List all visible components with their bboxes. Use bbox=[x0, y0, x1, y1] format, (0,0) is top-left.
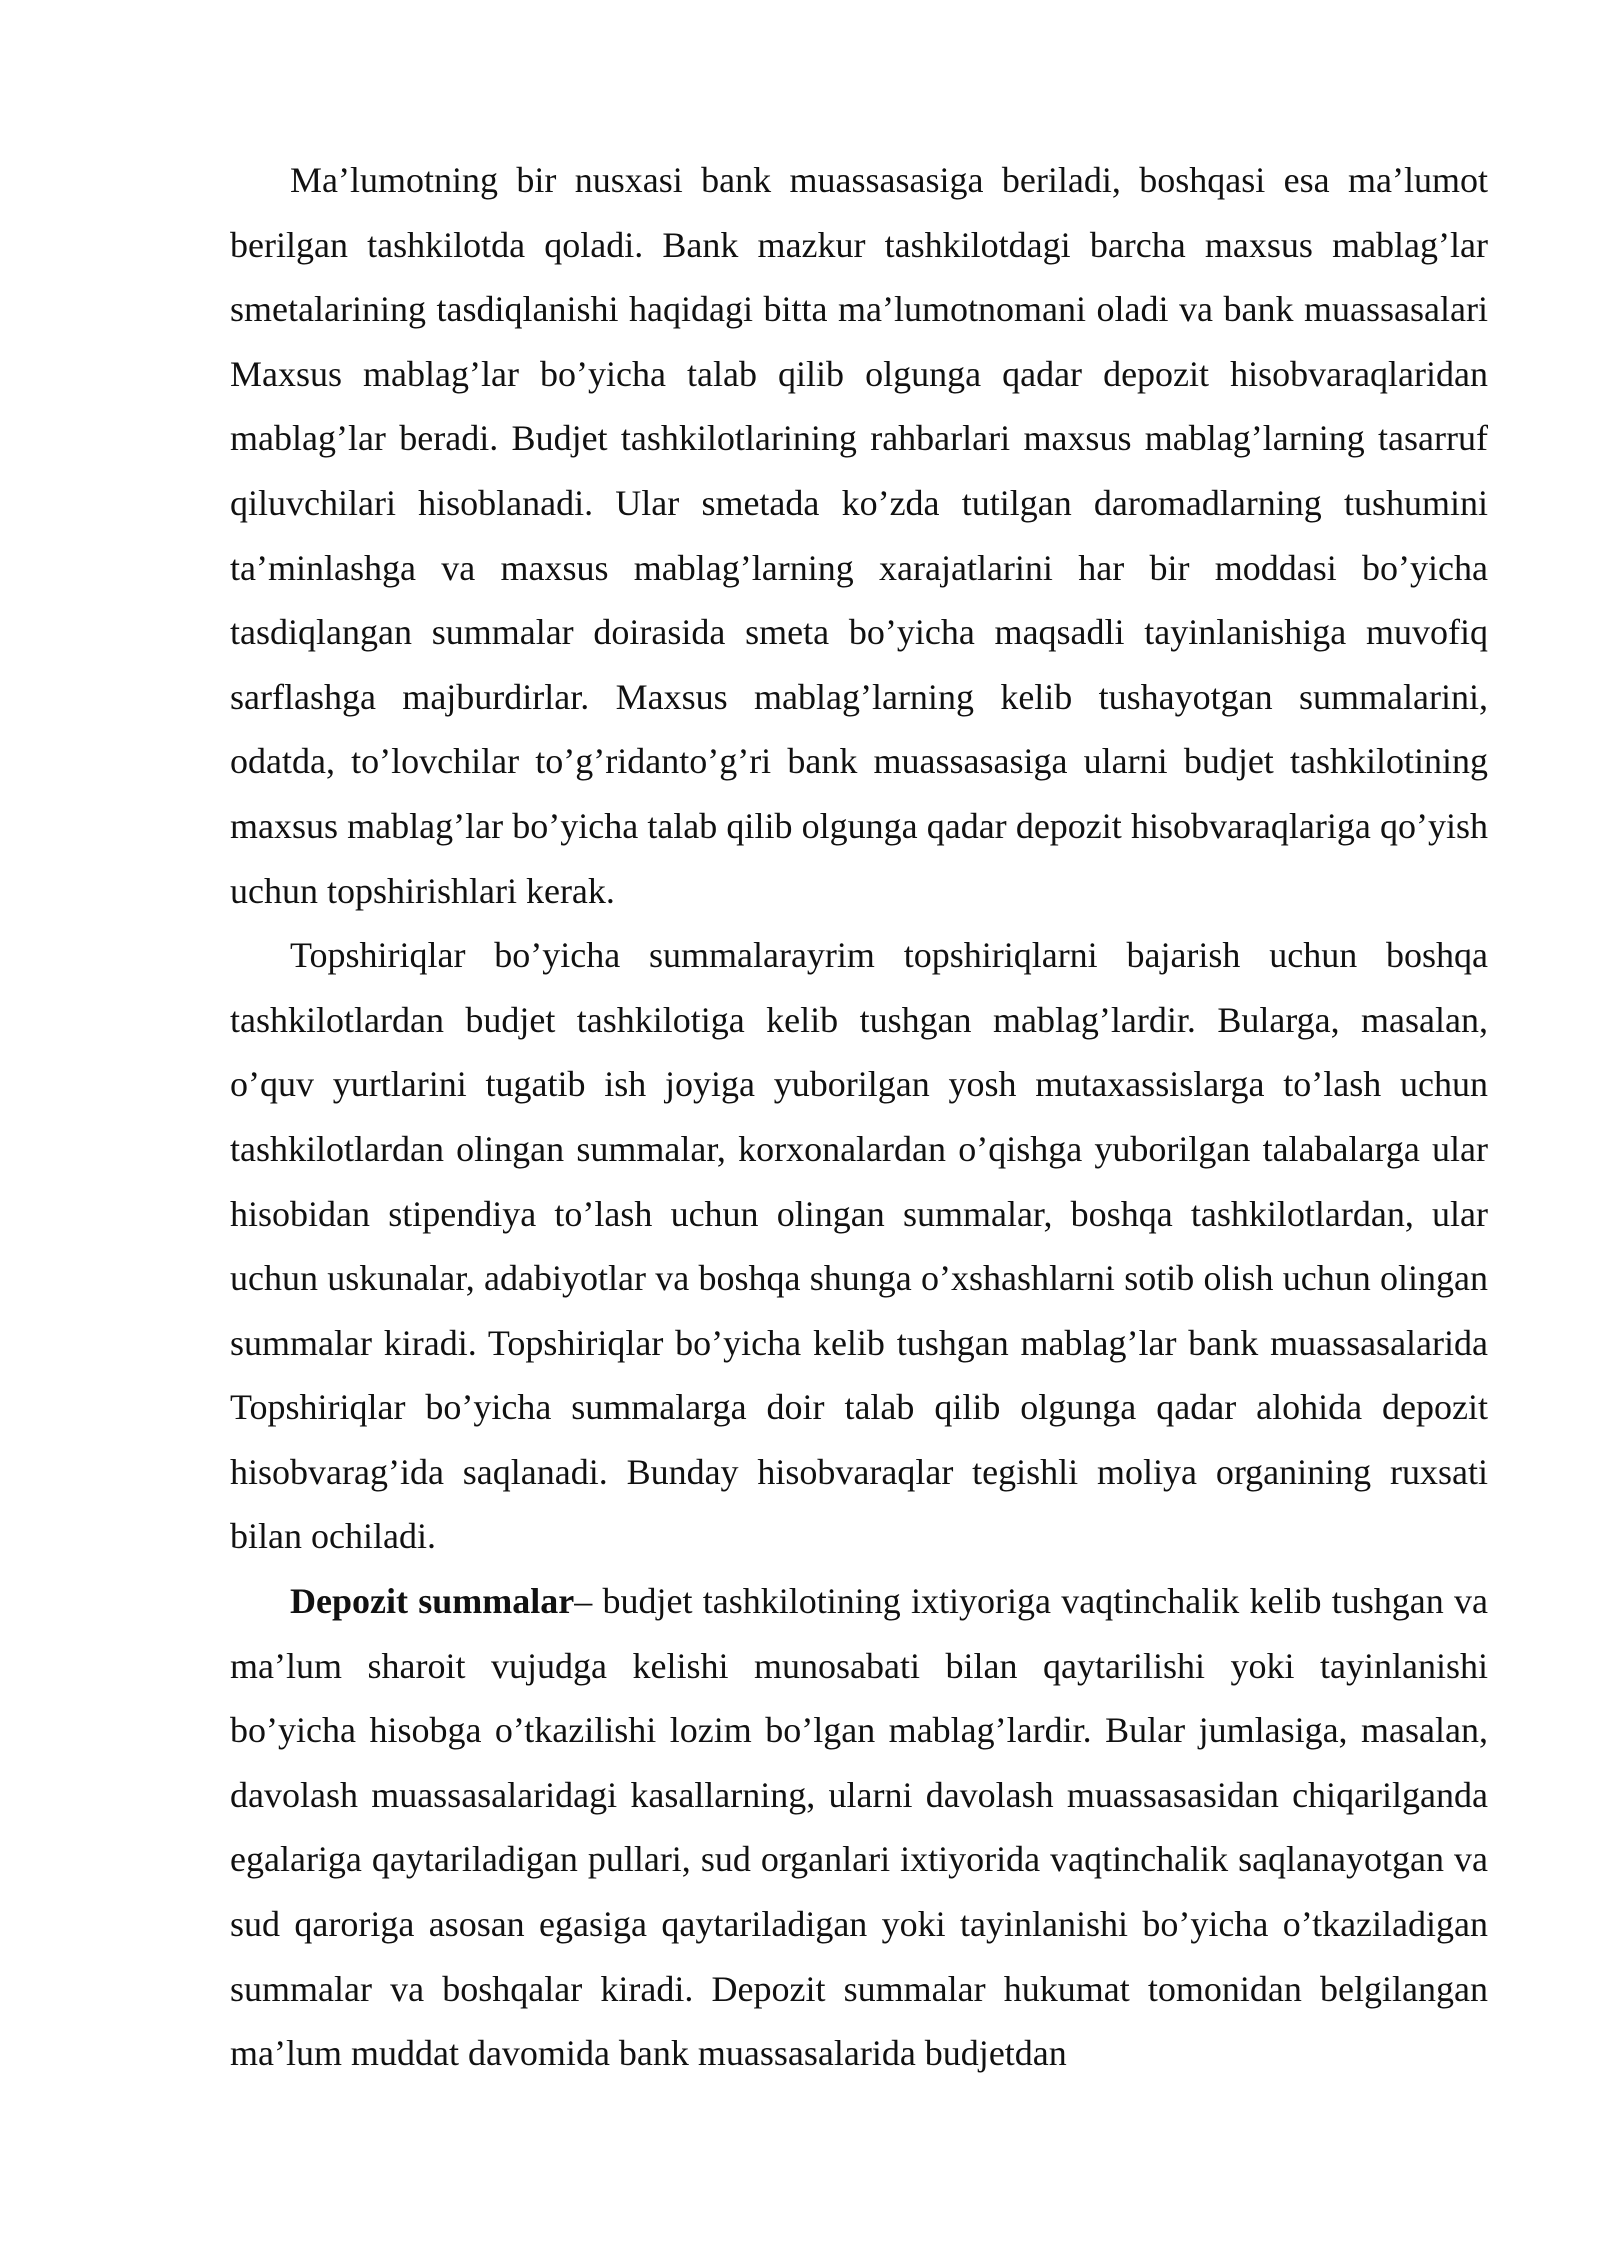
paragraph-2-text: Topshiriqlar bo’yicha summalarayrim topshiriqlarni bajarish uchun boshqa tashkilotlardan budjet tashkilotiga kelib tushgan mablag’lardir. Bularga, masalan, o’quv yurtlarini tugatib ish joyiga yuborilgan yosh mutaxassislarga to’lash uchun tashkilotlardan olingan summalar, korxonalardan o’qishga yuborilgan talabalarga ular hisobidan stipendiya to’lash uchun olingan summalar, boshqa tashkilotlardan, ular uchun uskunalar, adabiyotlar va boshqa shunga o’xshashlarni sotib olish uchun olingan summalar kiradi. Topshiriqlar bo’yicha kelib tushgan mablag’lar bank muassasalarida Topshiriqlar bo’yicha summalarga doir talab qilib olgunga qadar alohida depozit hisobvarag’ida saqlanadi. Bunday hisobvaraqlar tegishli moliya organining ruxsati bilan ochiladi. bbox=[230, 935, 1488, 1557]
document-body bbox=[230, 148, 1488, 2086]
paragraph-1-text: Ma’lumotning bir nusxasi bank muassasasiga beriladi, boshqasi esa ma’lumot berilgan tashkilotda qoladi. Bank mazkur tashkilotdagi barcha maxsus mablag’lar smetalarining tasdiqlanishi haqidagi bitta ma’lumotnomani oladi va bank muassasalari Maxsus mablag’lar bo’yicha talab qilib olgunga qadar depozit hisobvaraqlaridan mablag’lar beradi. Budjet tashkilotlarining rahbarlari maxsus mablag’larning tasarruf qiluvchilari hisoblanadi. Ular smetada ko’zda tutilgan daromadlarning tushumini ta’minlashga va maxsus mablag’larning xarajatlarini har bir moddasi bo’yicha tasdiqlangan summalar doirasida smeta bo’yicha maqsadli tayinlanishiga muvofiq sarflashga majburdirlar. Maxsus mablag’larning kelib tushayotgan summalarini, odatda, to’lovchilar to’g’ridanto’g’ri bank muassasasiga ularni budjet tashkilotining maxsus mablag’lar bo’yicha talab qilib olgunga qadar depozit hisobvaraqlariga qo’yish uchun topshirishlari kerak. bbox=[230, 160, 1488, 911]
paragraph-3-text: – budjet tashkilotining ixtiyoriga vaqtinchalik kelib tushgan va ma’lum sharoit vujudga kelishi munosabati bilan qaytarilishi yoki tayinlanishi bo’yicha hisobga o’tkazilishi lozim bo’lgan mablag’lardir. Bular jumlasiga, masalan, davolash muassasalaridagi kasallarning, ularni davolash muassasasidan chiqarilganda egalariga qaytariladigan pullari, sud organlari ixtiyorida vaqtinchalik saqlanayotgan va sud qaroriga asosan egasiga qaytariladigan yoki tayinlanishi bo’yicha o’tkaziladigan summalar va boshqalar kiradi. Depozit summalar hukumat tomonidan belgilangan ma’lum muddat davomida bank muassasalarida budjetdan bbox=[230, 1581, 1488, 2074]
paragraph-3-term: Depozit summalar bbox=[290, 1581, 575, 1622]
paragraph-1 bbox=[230, 148, 1488, 923]
paragraph-3 bbox=[230, 1569, 1488, 2086]
paragraph-2 bbox=[230, 923, 1488, 1569]
